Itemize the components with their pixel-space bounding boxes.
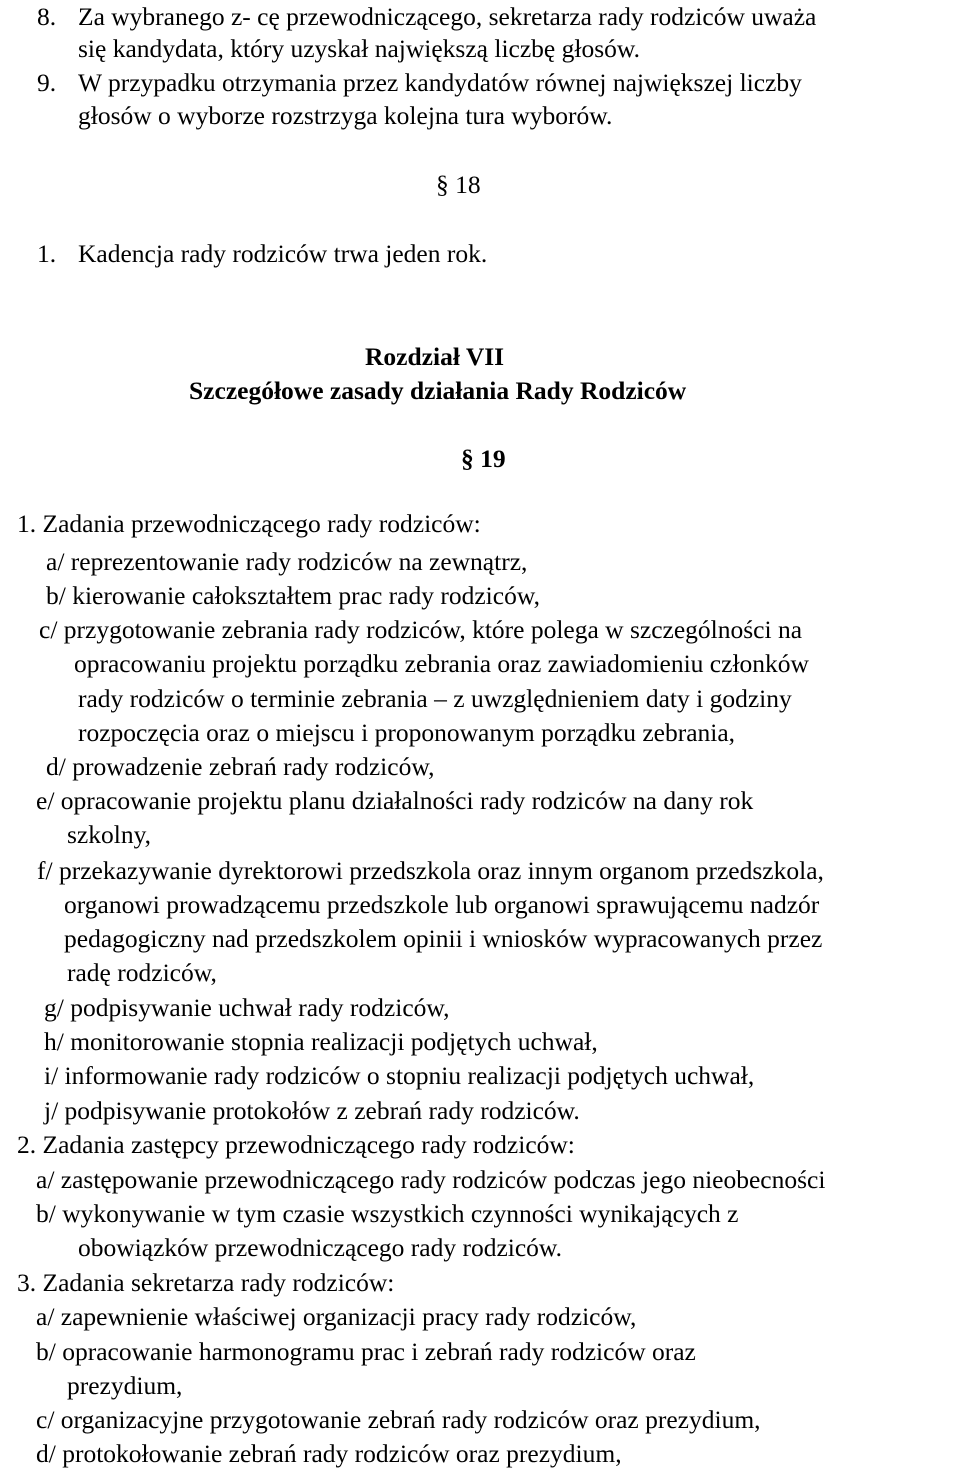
list-item-text: f/ przekazywanie dyrektorowi przedszkola oraz innym organom przedszkola, — [37, 856, 824, 885]
list-item-text: c/ organizacyjne przygotowanie zebrań rady rodziców oraz prezydium, — [36, 1405, 761, 1434]
paragraph-intro: 2. Zadania zastępcy przewodniczącego rady rodziców: — [17, 1130, 575, 1159]
list-item-text: opracowaniu projektu porządku zebrania oraz zawiadomieniu członków — [74, 649, 809, 678]
list-number: 9. — [37, 68, 57, 97]
list-item-text: e/ opracowanie projektu planu działalności rady rodziców na dany rok — [36, 786, 754, 815]
list-item-text: i/ informowanie rady rodziców o stopniu realizacji podjętych uchwał, — [44, 1061, 755, 1090]
list-item-text: d/ prowadzenie zebrań rady rodziców, — [46, 752, 435, 781]
list-item-text: d/ protokołowanie zebrań rady rodziców oraz prezydium, — [36, 1439, 622, 1468]
list-item-text: pedagogiczny nad przedszkolem opinii i wniosków wypracowanych przez — [64, 924, 823, 953]
list-item-text: Za wybranego z- cę przewodniczącego, sekretarza rady rodziców uważa — [78, 2, 817, 31]
list-item-text: b/ wykonywanie w tym czasie wszystkich czynności wynikających z — [36, 1199, 739, 1228]
list-item-text: obowiązków przewodniczącego rady rodziców. — [78, 1233, 563, 1262]
list-item-text: głosów o wyborze rozstrzyga kolejna tura wyborów. — [78, 101, 613, 130]
list-item-text: rady rodziców o terminie zebrania – z uwzględnieniem daty i godziny — [78, 684, 792, 713]
list-item-text: szkolny, — [67, 820, 152, 849]
list-item-text: radę rodziców, — [67, 958, 217, 987]
list-item-text: prezydium, — [67, 1371, 183, 1400]
list-number: 1. — [37, 239, 57, 268]
chapter-subtitle: Szczegółowe zasady działania Rady Rodziców — [189, 376, 687, 405]
list-item-text: a/ reprezentowanie rady rodziców na zewnątrz, — [46, 547, 528, 576]
list-item-text: h/ monitorowanie stopnia realizacji podjętych uchwał, — [44, 1027, 598, 1056]
list-item-text: b/ opracowanie harmonogramu prac i zebrań rady rodziców oraz — [36, 1337, 696, 1366]
list-item-text: g/ podpisywanie uchwał rady rodziców, — [44, 993, 450, 1022]
list-item-text: b/ kierowanie całokształtem prac rady rodziców, — [46, 581, 540, 610]
section-heading: § 18 — [436, 170, 481, 199]
list-item-text: rozpoczęcia oraz o miejscu i proponowanym porządku zebrania, — [78, 718, 736, 747]
list-item-text: j/ podpisywanie protokołów z zebrań rady rodziców. — [44, 1096, 580, 1125]
list-number: 8. — [37, 2, 57, 31]
list-item-text: a/ zapewnienie właściwej organizacji pracy rady rodziców, — [36, 1302, 637, 1331]
list-item-text: się kandydata, który uzyskał największą liczbę głosów. — [78, 34, 641, 63]
list-item-text: c/ przygotowanie zebrania rady rodziców, które polega w szczególności na — [39, 615, 803, 644]
chapter-title: Rozdział VII — [365, 342, 505, 371]
paragraph-intro: 3. Zadania sekretarza rady rodziców: — [17, 1268, 395, 1297]
list-item-text: a/ zastępowanie przewodniczącego rady rodziców podczas jego nieobecności — [36, 1165, 826, 1194]
section-heading: § 19 — [461, 444, 506, 473]
paragraph-intro: 1. Zadania przewodniczącego rady rodziców: — [17, 509, 481, 538]
list-item-text: W przypadku otrzymania przez kandydatów równej największej liczby — [78, 68, 802, 97]
list-item-text: organowi prowadzącemu przedszkole lub organowi sprawującemu nadzór — [64, 890, 820, 919]
list-item-text: Kadencja rady rodziców trwa jeden rok. — [78, 239, 488, 268]
